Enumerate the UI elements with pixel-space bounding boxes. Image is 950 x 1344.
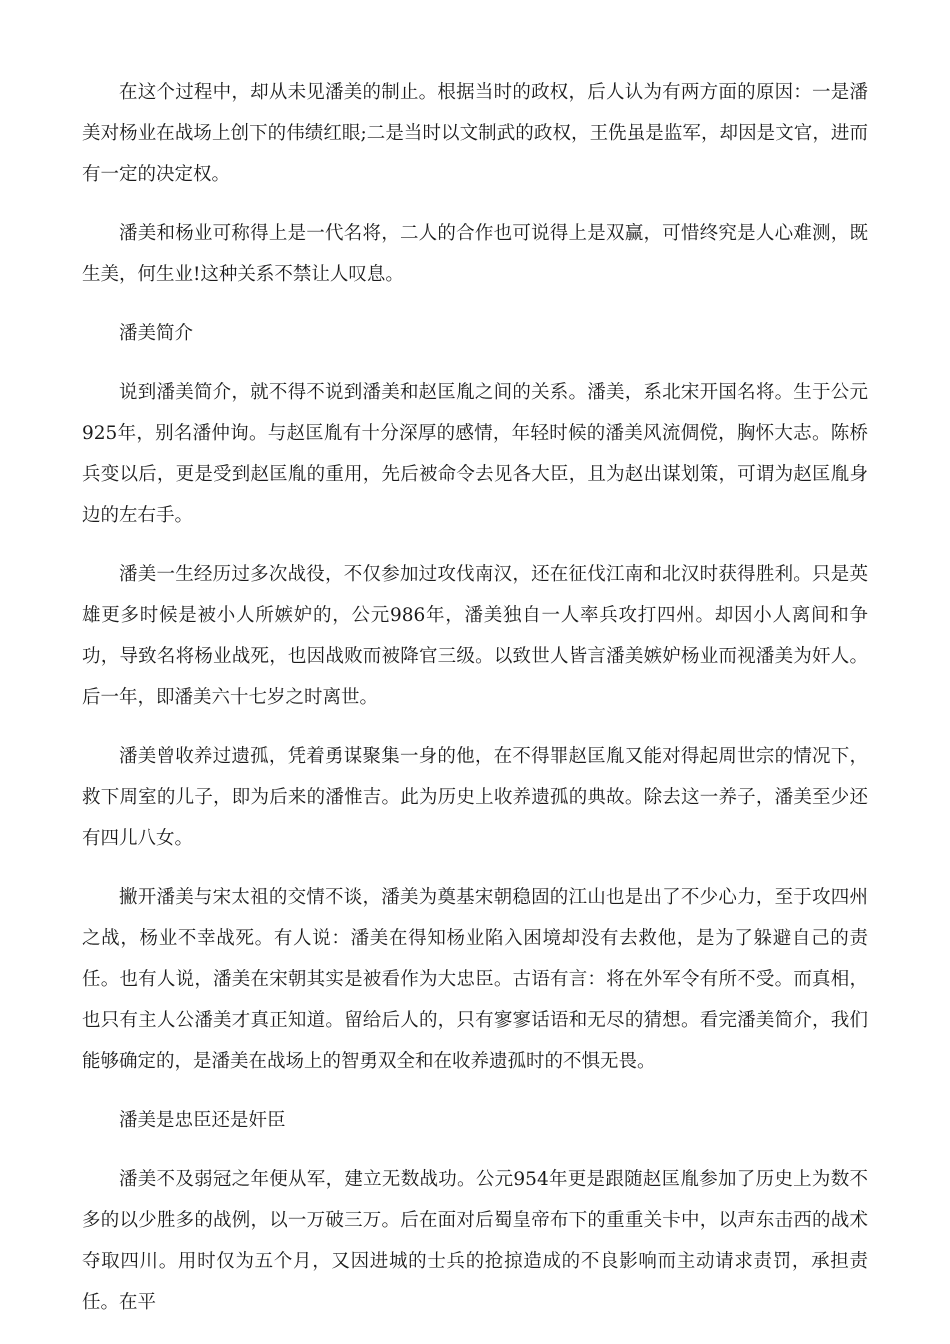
paragraph: 说到潘美简介，就不得不说到潘美和赵匡胤之间的关系。潘美，系北宋开国名将。生于公元925年，别名潘仲询。与赵匡胤有十分深厚的感情，年轻时候的潘美风流倜傥，胸怀大志。陈桥兵变以后，更是受到赵匡胤的重用，先后被命令去见各大臣，且为赵出谋划策，可谓为赵匡胤身边的左右手。 [82, 382, 868, 526]
paragraph: 潘美和杨业可称得上是一代名将，二人的合作也可说得上是双赢，可惜终究是人心难测，既生美，何生业!这种关系不禁让人叹息。 [82, 223, 868, 285]
paragraph: 潘美一生经历过多次战役，不仅参加过攻伐南汉，还在征伐江南和北汉时获得胜利。只是英雄更多时候是被小人所嫉妒的，公元986年，潘美独自一人率兵攻打四州。却因小人离间和争功，导致名将杨业战死，也因战败而被降官三级。以致世人皆言潘美嫉妒杨业而视潘美为奸人。后一年，即潘美六十七岁之时离世。 [82, 564, 868, 708]
paragraph: 潘美曾收养过遗孤，凭着勇谋聚集一身的他，在不得罪赵匡胤又能对得起周世宗的情况下，救下周室的儿子，即为后来的潘惟吉。此为历史上收养遗孤的典故。除去这一养子，潘美至少还有四儿八女。 [82, 746, 868, 849]
paragraph: 在这个过程中，却从未见潘美的制止。根据当时的政权，后人认为有两方面的原因：一是潘美对杨业在战场上创下的伟绩红眼;二是当时以文制武的政权，王侁虽是监军，却因是文官，进而有一定的决定权。 [82, 82, 868, 185]
paragraph: 撇开潘美与宋太祖的交情不谈，潘美为奠基宋朝稳固的江山也是出了不少心力，至于攻四州之战，杨业不幸战死。有人说：潘美在得知杨业陷入困境却没有去救他，是为了躲避自己的责任。也有人说，潘美在宋朝其实是被看作为大忠臣。古语有言：将在外军令有所不受。而真相，也只有主人公潘美才真正知道。留给后人的，只有寥寥话语和无尽的猜想。看完潘美简介，我们能够确定的，是潘美在战场上的智勇双全和在收养遗孤时的不惧无畏。 [82, 887, 868, 1072]
section-heading: 潘美简介 [119, 323, 194, 344]
paragraph: 潘美不及弱冠之年便从军，建立无数战功。公元954年更是跟随赵匡胤参加了历史上为数不多的以少胜多的战例，以一万破三万。后在面对后蜀皇帝布下的重重关卡中，以声东击西的战术夺取四川。用时仅为五个月，又因进城的士兵的抢掠造成的不良影响而主动请求责罚，承担责任。在平 [82, 1169, 868, 1313]
section-heading: 潘美是忠臣还是奸臣 [119, 1110, 286, 1131]
document-page [82, 72, 868, 1341]
